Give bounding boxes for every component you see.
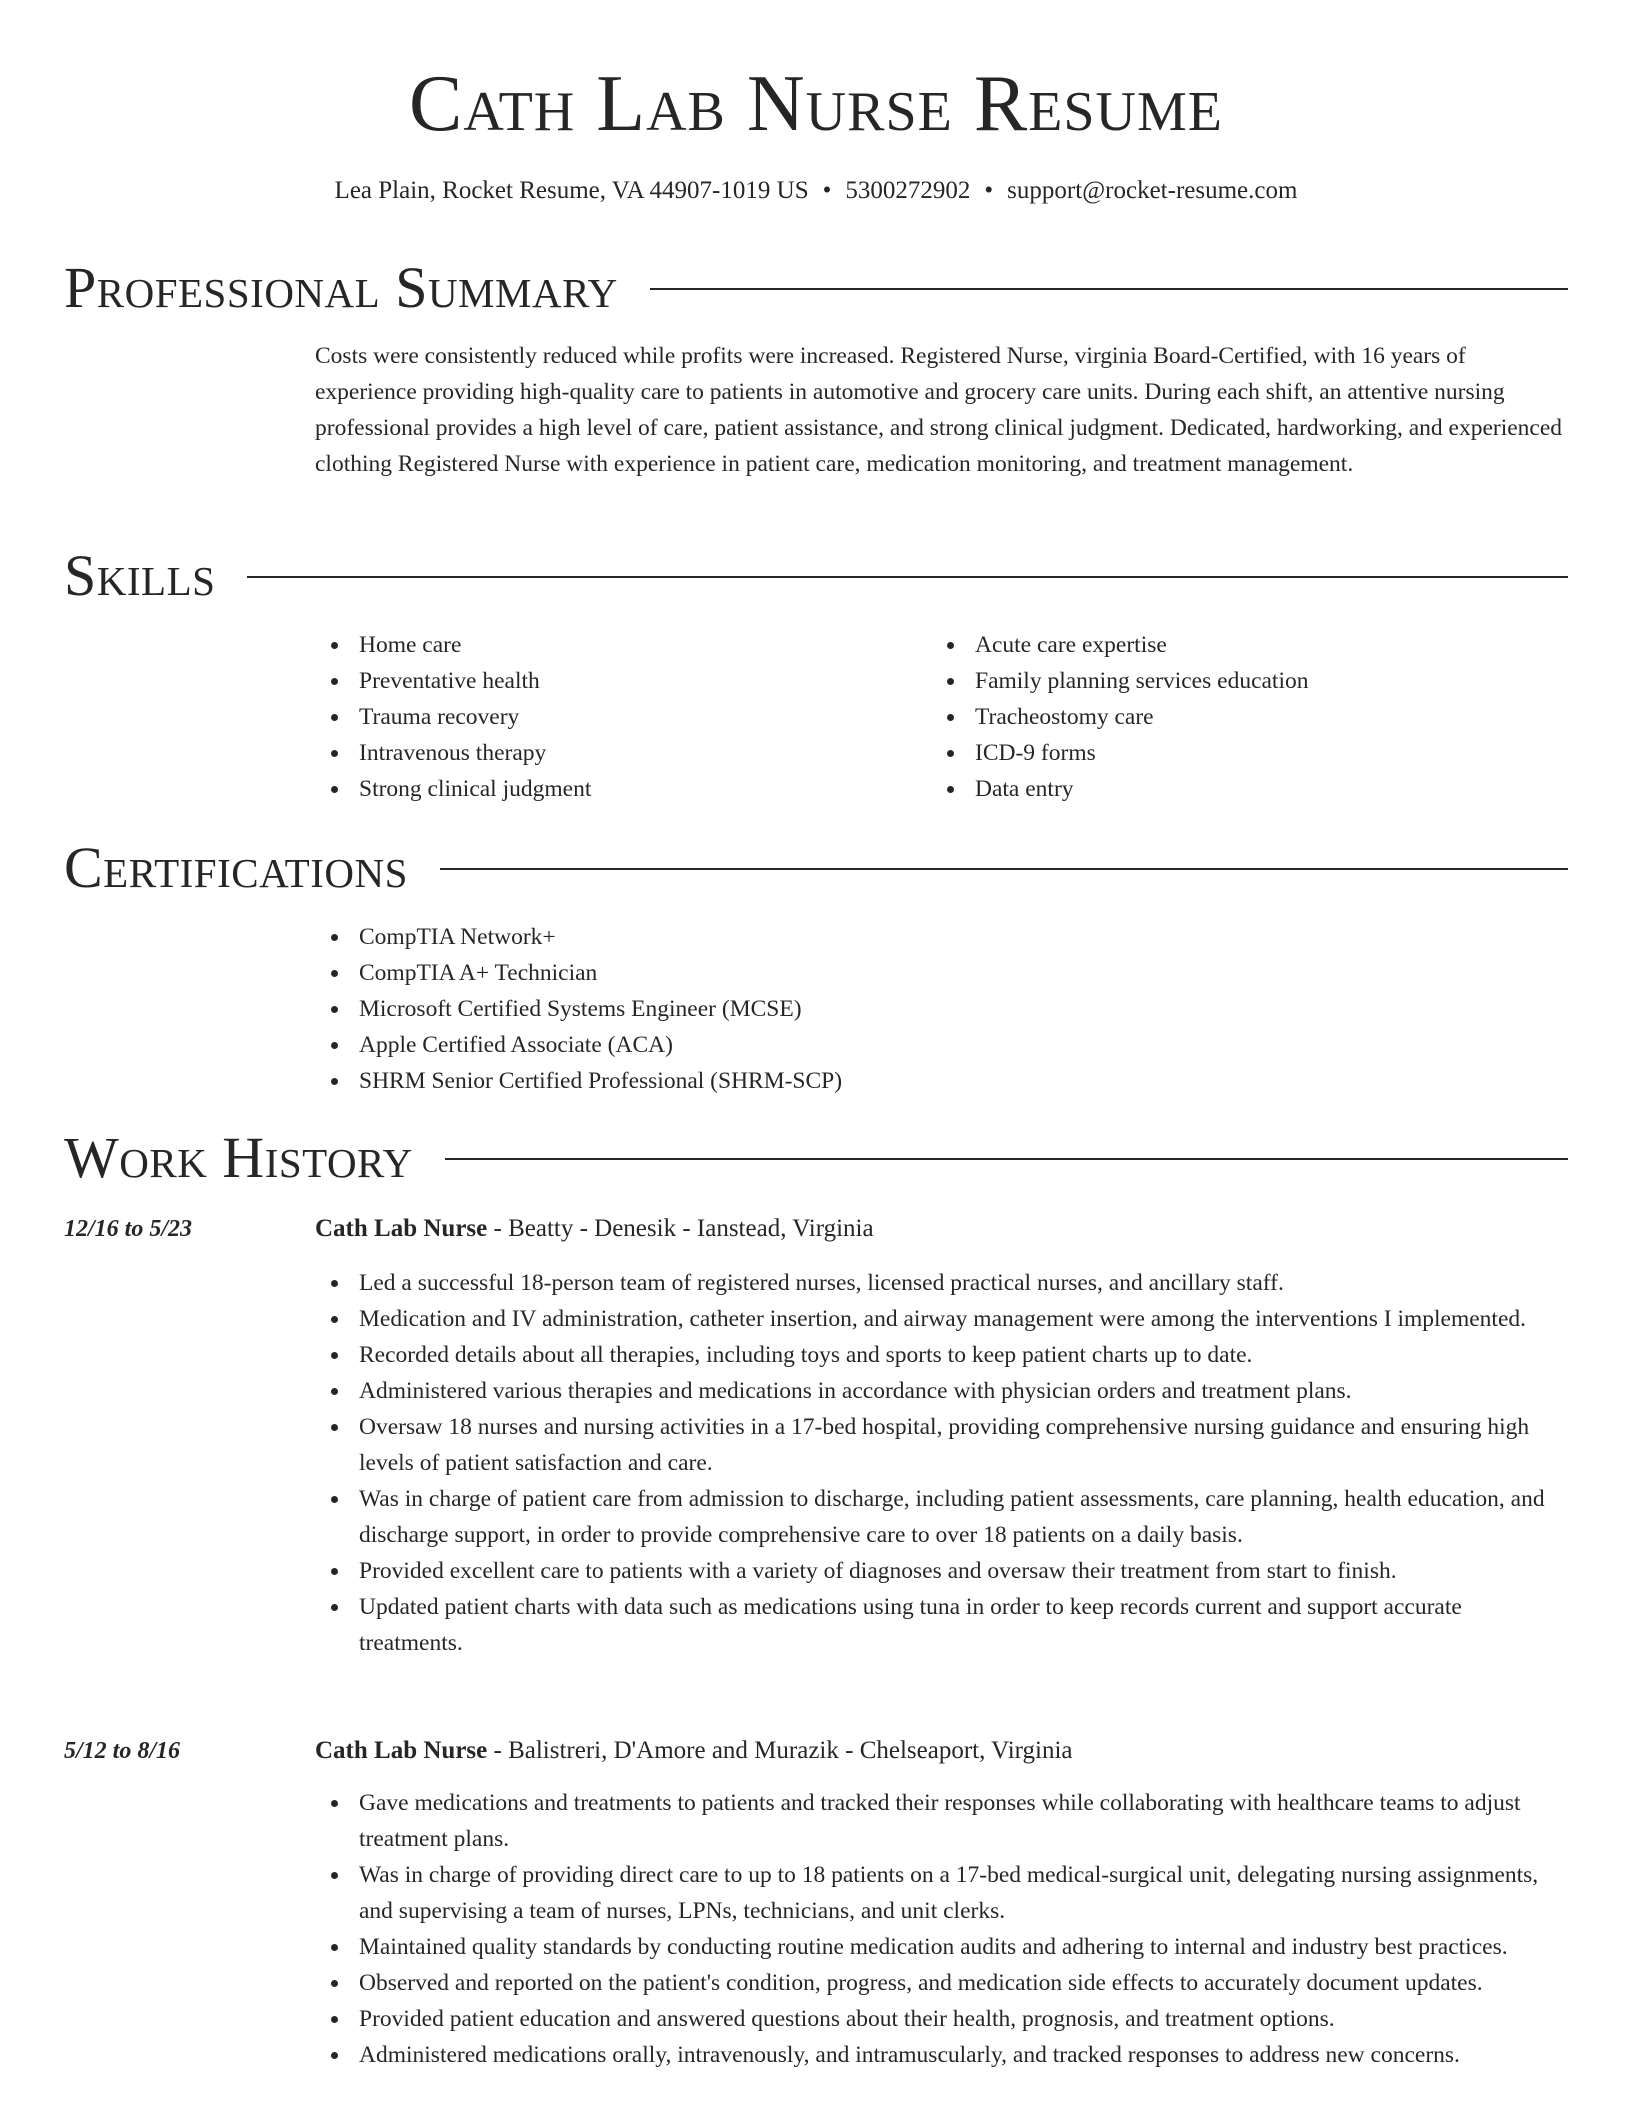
section-divider — [247, 576, 1568, 578]
section-divider — [445, 1158, 1568, 1160]
contact-separator: • — [984, 177, 994, 204]
section-title-skills: Skills — [64, 543, 216, 608]
job-duties-list — [315, 1265, 1565, 1661]
job-duty-item: Was in charge of patient care from admission to discharge, including patient assessments, care planning, health education, and discharge support, in order to provide comprehensive care to over 18 patients on a daily basis. — [315, 1481, 1565, 1553]
certification-item: CompTIA A+ Technician — [315, 955, 1565, 991]
certification-item: Microsoft Certified Systems Engineer (MCSE) — [315, 991, 1565, 1027]
skill-item: Strong clinical judgment — [315, 771, 915, 807]
certification-item: Apple Certified Associate (ACA) — [315, 1027, 1565, 1063]
job-dates: 12/16 to 5/23 — [64, 1216, 193, 1242]
job-duty-item: Oversaw 18 nurses and nursing activities in a 17-bed hospital, providing comprehensive nursing guidance and ensuring high levels of patient satisfaction and care. — [315, 1409, 1565, 1481]
section-divider — [440, 868, 1568, 870]
job-employer: - Beatty - Denesik - Ianstead, Virginia — [487, 1215, 874, 1242]
job-duty-item: Updated patient charts with data such as medications using tuna in order to keep records current and support accurate treatments. — [315, 1589, 1565, 1661]
job-heading — [315, 1733, 1565, 1769]
job-duty-item: Administered medications orally, intravenously, and intramuscularly, and tracked responses to address new concerns. — [315, 2037, 1565, 2073]
job-role: Cath Lab Nurse — [315, 1215, 488, 1242]
certification-item: CompTIA Network+ — [315, 919, 1565, 955]
job-duty-item: Provided excellent care to patients with a variety of diagnoses and oversaw their treatment from start to finish. — [315, 1553, 1565, 1589]
job-duty-item: Provided patient education and answered questions about their health, prognosis, and treatment options. — [315, 2001, 1565, 2037]
skill-item: Family planning services education — [931, 663, 1531, 699]
contact-phone: 5300272902 — [845, 177, 971, 204]
job-duty-item: Was in charge of providing direct care to up to 18 patients on a 17-bed medical-surgical unit, delegating nursing assignments, and supervising a team of nurses, LPNs, technicians, and unit clerks. — [315, 1857, 1565, 1929]
job-duty-item: Medication and IV administration, catheter insertion, and airway management were among the interventions I implemented. — [315, 1301, 1565, 1337]
certification-item: SHRM Senior Certified Professional (SHRM-SCP) — [315, 1063, 1565, 1099]
skill-item: Home care — [315, 627, 915, 663]
job-duty-item: Led a successful 18-person team of registered nurses, licensed practical nurses, and ancillary staff. — [315, 1265, 1565, 1301]
job-duty-item: Administered various therapies and medications in accordance with physician orders and treatment plans. — [315, 1373, 1565, 1409]
skill-item: ICD-9 forms — [931, 735, 1531, 771]
contact-email: support@rocket-resume.com — [1007, 177, 1298, 204]
job-heading — [315, 1211, 1565, 1247]
job-duties-list — [315, 1785, 1565, 2073]
job-duty-item: Recorded details about all therapies, including toys and sports to keep patient charts up to date. — [315, 1337, 1565, 1373]
skill-item: Data entry — [931, 771, 1531, 807]
job-role: Cath Lab Nurse — [315, 1737, 488, 1764]
skill-item: Intravenous therapy — [315, 735, 915, 771]
skills-list-left — [315, 627, 915, 807]
section-title-summary: Professional Summary — [64, 255, 618, 320]
skills-list-right — [931, 627, 1531, 807]
resume-title: Cath Lab Nurse Resume — [409, 60, 1223, 148]
skill-item: Acute care expertise — [931, 627, 1531, 663]
job-employer: - Balistreri, D'Amore and Murazik - Chelseaport, Virginia — [487, 1737, 1073, 1764]
job-duty-item: Gave medications and treatments to patients and tracked their responses while collaborating with healthcare teams to adjust treatment plans. — [315, 1785, 1565, 1857]
certifications-list — [315, 919, 1565, 1099]
section-header-skills — [64, 541, 1568, 611]
contact-address: Lea Plain, Rocket Resume, VA 44907-1019 US — [334, 177, 809, 204]
section-title-work-history: Work History — [64, 1125, 413, 1190]
skill-item: Trauma recovery — [315, 699, 915, 735]
contact-line — [0, 174, 1632, 208]
job-dates: 5/12 to 8/16 — [64, 1738, 181, 1764]
contact-separator: • — [822, 177, 832, 204]
section-header-summary — [64, 253, 1568, 323]
section-header-work-history — [64, 1123, 1568, 1193]
skill-item: Tracheostomy care — [931, 699, 1531, 735]
job-duty-item: Maintained quality standards by conducting routine medication audits and adhering to internal and industry best practices. — [315, 1929, 1565, 1965]
job-duty-item: Observed and reported on the patient's condition, progress, and medication side effects to accurately document updates. — [315, 1965, 1565, 2001]
summary-text: Costs were consistently reduced while profits were increased. Registered Nurse, virginia Board-Certified, with 16 years of experience providing high-quality care to patients in automotive and grocery care units. During each shift, an attentive nursing professional provides a high level of care, patient assistance, and strong clinical judgment. Dedicated, hardworking, and experienced clothing Registered Nurse with experience in patient care, medication monitoring, and treatment management. — [315, 343, 1563, 477]
skill-item: Preventative health — [315, 663, 915, 699]
section-header-certifications — [64, 833, 1568, 903]
section-divider — [650, 288, 1568, 290]
section-title-certifications: Certifications — [64, 835, 408, 900]
